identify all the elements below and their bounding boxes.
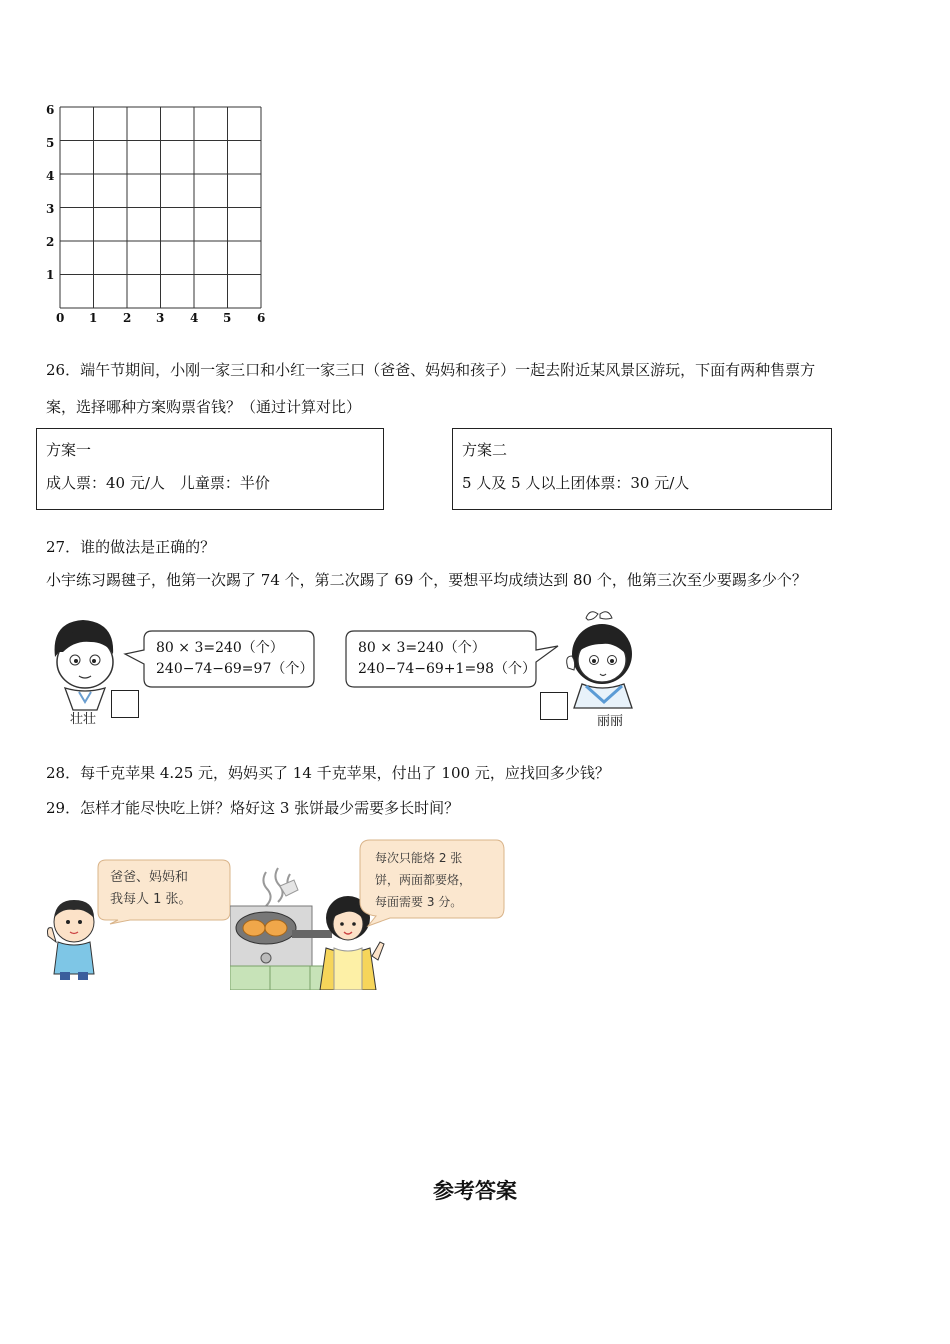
question-26-line2: 案，选择哪种方案购票省钱？（通过计算对比） bbox=[46, 398, 362, 416]
question-28-line1: 28．每千克苹果 4.25 元，妈妈买了 14 千克苹果，付出了 100 元，应找回多少钱？ bbox=[46, 764, 610, 782]
x-label-5: 5 bbox=[223, 311, 232, 325]
plan-1-box bbox=[36, 428, 384, 510]
boy-name-label: 壮壮 bbox=[70, 712, 97, 727]
question-26-line1: 26．端午节期间，小刚一家三口和小红一家三口（爸爸、妈妈和孩子）一起去附近某风景区游玩，下面有两种售票方 bbox=[46, 361, 816, 379]
question-27-line2: 小宇练习踢毽子，他第一次踢了 74 个，第二次踢了 69 个，要想平均成绩达到 80 个，他第三次至少要踢多少个？ bbox=[46, 571, 807, 589]
x-label-1: 1 bbox=[89, 311, 98, 325]
answer-section-title: 参考答案 bbox=[433, 1179, 517, 1203]
right-calc-line2: 240−74−69+1=98（个） bbox=[358, 661, 536, 677]
mother-bubble-line3: 每面需要 3 分。 bbox=[375, 895, 463, 909]
plan-1-text: 成人票：40 元/人 儿童票：半价 bbox=[46, 474, 270, 492]
y-label-3: 3 bbox=[46, 202, 55, 216]
question-27-line1: 27．谁的做法是正确的？ bbox=[46, 538, 216, 556]
boy-bubble-line1: 爸爸、妈妈和 bbox=[110, 870, 189, 885]
right-calc-line1: 80 × 3=240（个） bbox=[358, 640, 486, 656]
mother-bubble-line1: 每次只能烙 2 张 bbox=[375, 851, 463, 865]
girl-name-label: 丽丽 bbox=[597, 714, 624, 729]
y-label-4: 4 bbox=[46, 169, 55, 183]
plan-1-title: 方案一 bbox=[46, 441, 92, 459]
y-label-6: 6 bbox=[46, 103, 55, 117]
x-label-6: 6 bbox=[257, 311, 266, 325]
coordinate-grid bbox=[0, 0, 300, 330]
mother-bubble-line2: 饼，两面都要烙， bbox=[375, 873, 472, 887]
plan-2-text: 5 人及 5 人以上团体票：30 元/人 bbox=[462, 474, 690, 492]
grid-lines bbox=[0, 0, 300, 330]
plan-2-title: 方案二 bbox=[462, 441, 508, 459]
question-29-line1: 29．怎样才能尽快吃上饼？烙好这 3 张饼最少需要多长时间？ bbox=[46, 799, 460, 817]
x-label-3: 3 bbox=[156, 311, 165, 325]
plan-2-box bbox=[452, 428, 832, 510]
boy-bubble-line2: 我每人 1 张。 bbox=[110, 892, 192, 907]
answer-box-zhuangzhuang[interactable] bbox=[111, 690, 139, 718]
x-label-2: 2 bbox=[123, 311, 132, 325]
y-label-5: 5 bbox=[46, 136, 55, 150]
x-label-0: 0 bbox=[56, 311, 65, 325]
x-label-4: 4 bbox=[190, 311, 199, 325]
left-calc-line2: 240−74−69=97（个） bbox=[156, 661, 314, 677]
y-label-2: 2 bbox=[46, 235, 55, 249]
left-calc-line1: 80 × 3=240（个） bbox=[156, 640, 284, 656]
y-label-1: 1 bbox=[46, 268, 55, 282]
girl-lili-illustration bbox=[560, 606, 642, 710]
boy-pancake-illustration bbox=[44, 896, 106, 980]
